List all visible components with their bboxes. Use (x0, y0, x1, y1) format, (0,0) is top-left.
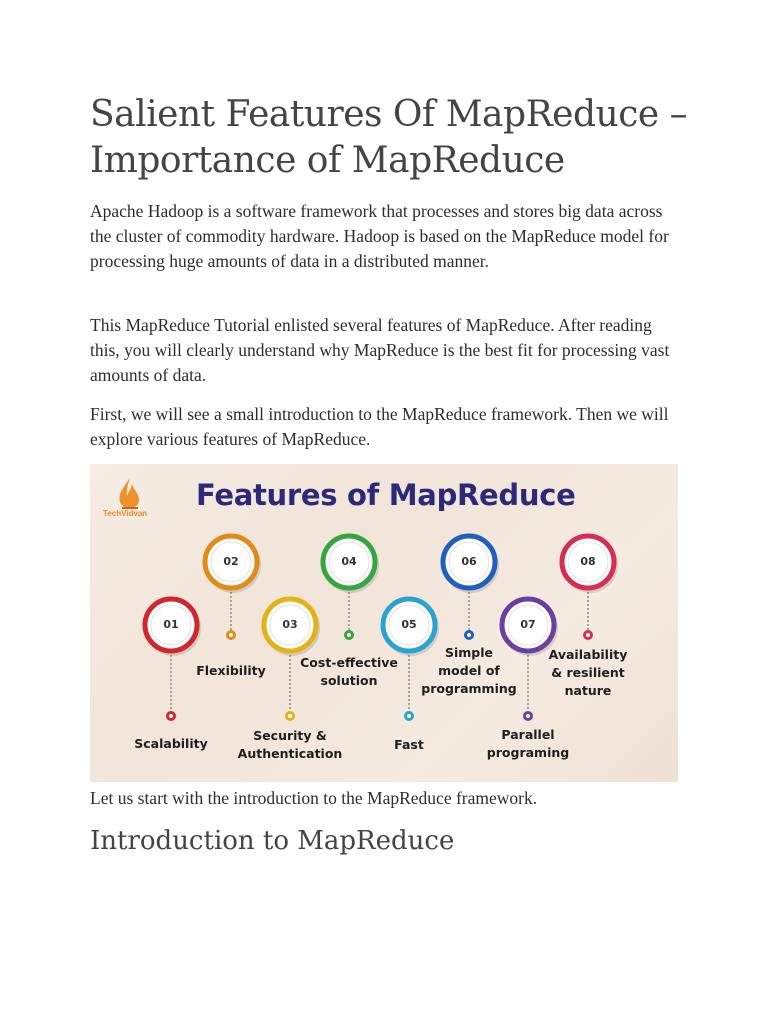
feature-number: 01 (163, 618, 179, 631)
feature-label: Flexibility (196, 663, 266, 678)
feature-node-04 (323, 536, 379, 640)
connector-dot-center (467, 633, 471, 637)
feature-number: 07 (520, 618, 536, 631)
feature-number: 08 (580, 555, 596, 568)
infographic-title: Features of MapReduce (196, 478, 576, 512)
brand-name: TechVidvan (103, 509, 148, 518)
feature-number: 02 (223, 555, 239, 568)
section-heading: Introduction to MapReduce (90, 826, 455, 856)
feature-number: 06 (461, 555, 477, 568)
feature-node-02 (205, 536, 261, 640)
connector-dot-center (407, 714, 411, 718)
feature-label: Simple model of programming (421, 645, 517, 696)
intro-paragraph: Apache Hadoop is a software framework that processes and stores big data across the cluster of commodity hardware. Hadoop is based on the MapReduce model for processing huge amounts of data in a distributed manner. (90, 201, 669, 271)
feature-node-06 (443, 536, 499, 640)
feature-label: Availability & resilient nature (548, 647, 628, 698)
feature-label: Fast (394, 737, 424, 752)
connector-dot-center (288, 714, 292, 718)
connector-dot-center (229, 633, 233, 637)
connector-dot-center (586, 633, 590, 637)
feature-number: 04 (341, 555, 357, 568)
feature-label: Security & Authentication (237, 728, 343, 761)
connector-dot-center (347, 633, 351, 637)
overview-paragraph: First, we will see a small introduction to the MapReduce framework. Then we will explore various features of MapReduce. (90, 404, 669, 449)
tutorial-paragraph: This MapReduce Tutorial enlisted several features of MapReduce. After reading this, you will clearly understand why MapReduce is the best fit for processing vast amounts of data. (90, 315, 670, 385)
connector-dot-center (526, 714, 530, 718)
features-infographic (90, 464, 678, 782)
connector-dot-center (169, 714, 173, 718)
page-title: Salient Features Of MapReduce – Importance of MapReduce (90, 94, 688, 181)
feature-label: Parallel programing (486, 727, 570, 760)
transition-paragraph: Let us start with the introduction to the MapReduce framework. (90, 788, 538, 808)
feature-number: 03 (282, 618, 298, 631)
feature-node-08 (562, 536, 618, 640)
feature-number: 05 (401, 618, 417, 631)
techvidvan-logo-icon (120, 478, 139, 508)
feature-label: Scalability (134, 736, 208, 751)
feature-label: Cost-effective solution (300, 655, 398, 688)
